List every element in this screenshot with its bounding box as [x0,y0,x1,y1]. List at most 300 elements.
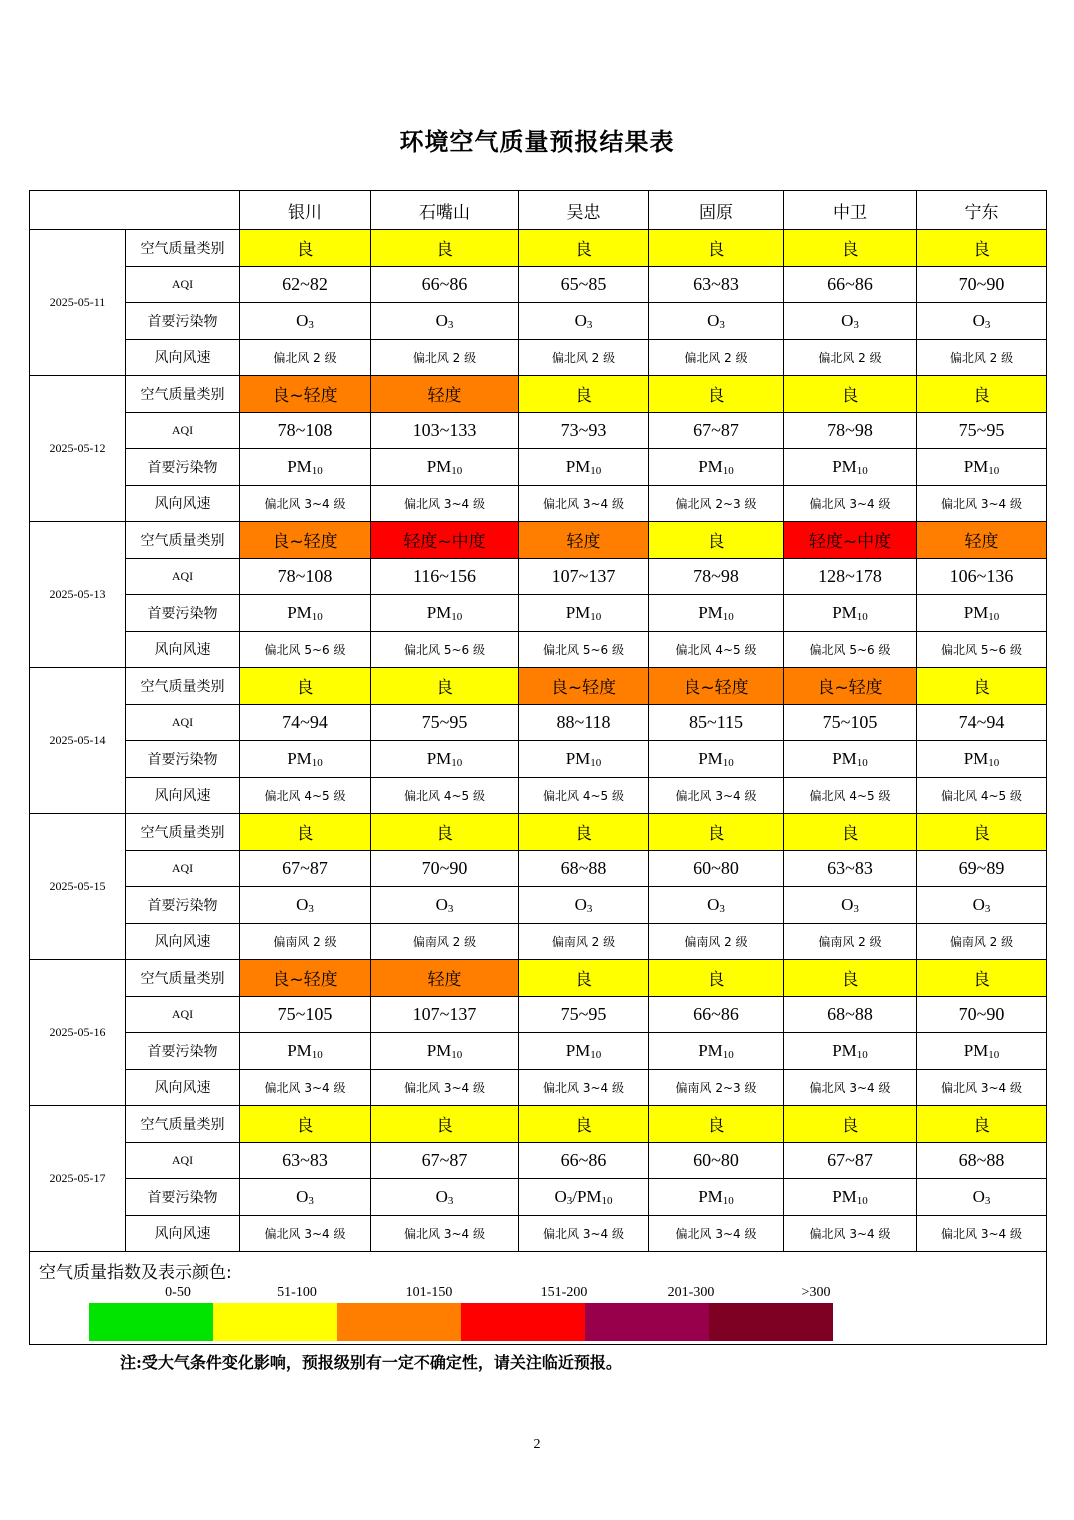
wind-cell: 偏南风 2 级 [784,923,917,960]
pollutant-name: PM [963,602,989,622]
category-cell: 良 [917,230,1047,267]
pollutant-subscript: 3 [586,902,593,915]
aqi-cell: 75~105 [240,996,371,1033]
wind-cell: 偏南风 2 级 [649,923,784,960]
pollutant-subscript: 10 [988,1048,1000,1061]
pollutant-cell [784,449,917,486]
legend-range-label: 201-300 [667,1285,715,1300]
row-label: 空气质量类别 [126,814,240,851]
wind-cell: 偏北风 2 级 [371,339,519,376]
pollutant-name: PM [426,748,452,768]
table-row [30,485,1047,522]
pollutant-subscript: 10 [451,756,463,769]
pollutant-name: PM [287,1040,312,1060]
table-row [30,412,1047,449]
pollutant-cell [240,1033,371,1070]
pollutant-subscript: 10 [590,464,602,477]
category-cell: 良 [784,230,917,267]
pollutant-name: PM [832,456,857,476]
pollutant-name: PM [565,456,591,476]
row-label: 风向风速 [126,631,240,668]
legend-range-label: 51-100 [277,1285,317,1300]
row-label: AQI [126,266,240,303]
wind-cell: 偏北风 3~4 级 [240,1069,371,1106]
pollutant-cell [371,1033,519,1070]
pollutant-subscript: 3 [308,1194,314,1207]
table-row [30,960,1047,997]
pollutant-subscript: 10 [856,756,868,769]
legend-range-label: >300 [801,1285,831,1300]
wind-cell: 偏南风 2 级 [917,923,1047,960]
pollutant-name: O [296,1186,309,1206]
pollutant-cell [784,303,917,340]
pollutant-cell [240,595,371,632]
pollutant-cell [519,887,649,924]
table-row [30,814,1047,851]
pollutant-cell [784,1033,917,1070]
wind-cell: 偏北风 2 级 [784,339,917,376]
wind-cell: 偏北风 3~4 级 [649,1215,784,1252]
pollutant-subscript: 10 [451,464,463,477]
pollutant-subscript: 3 [447,318,454,331]
pollutant-name: PM [698,602,723,622]
pollutant-name: O [707,894,720,914]
date-cell: 2025-05-11 [30,230,126,376]
aqi-cell: 67~87 [784,1142,917,1179]
category-cell: 良 [649,960,784,997]
pollutant-cell [917,303,1047,340]
pollutant-cell [240,887,371,924]
wind-cell: 偏北风 3~4 级 [519,1069,649,1106]
aqi-cell: 67~87 [371,1142,519,1179]
legend-range-label: 151-200 [540,1285,588,1300]
aqi-cell: 75~95 [917,412,1047,449]
aqi-cell: 75~95 [371,704,519,741]
pollutant-name: PM [832,602,857,622]
pollutant-cell [784,1179,917,1216]
pollutant-name: PM [287,456,312,476]
pollutant-name: O [435,894,448,914]
category-cell: 良 [371,668,519,705]
pollutant-subscript: 10 [856,1048,868,1061]
aqi-cell: 107~137 [519,558,649,595]
pollutant-subscript: 3 [853,902,859,915]
aqi-cell: 65~85 [519,266,649,303]
aqi-cell: 116~156 [371,558,519,595]
row-label: AQI [126,704,240,741]
category-cell: 良 [371,814,519,851]
aqi-cell: 66~86 [371,266,519,303]
pollutant-name: O [972,310,985,330]
row-label: 首要污染物 [126,595,240,632]
pollutant-subscript: 3 [853,318,859,331]
pollutant-subscript: 3 [447,1194,454,1207]
table-row [30,230,1047,267]
row-label: 空气质量类别 [126,376,240,413]
category-cell: 良 [917,960,1047,997]
category-cell: 良~轻度 [240,376,371,413]
aqi-cell: 67~87 [240,850,371,887]
pollutant-name: PM [426,1040,452,1060]
row-label: 空气质量类别 [126,1106,240,1143]
table-row [30,668,1047,705]
table-row [30,303,1047,340]
legend-row [30,1252,1047,1345]
wind-cell: 偏北风 5~6 级 [784,631,917,668]
row-label: 空气质量类别 [126,522,240,559]
pollutant-cell [784,887,917,924]
wind-cell: 偏北风 3~4 级 [649,777,784,814]
category-cell: 良~轻度 [240,960,371,997]
category-cell: 轻度 [519,522,649,559]
category-cell: 良 [784,376,917,413]
category-cell: 轻度~中度 [784,522,917,559]
pollutant-subscript: 10 [311,756,323,769]
aqi-cell: 60~80 [649,850,784,887]
pollutant-subscript: 10 [311,464,323,477]
wind-cell: 偏北风 4~5 级 [371,777,519,814]
pollutant-cell [917,449,1047,486]
aqi-cell: 66~86 [784,266,917,303]
wind-cell: 偏南风 2 级 [371,923,519,960]
pollutant-name: PM [287,748,312,768]
pollutant-cell [917,1033,1047,1070]
category-cell: 良 [917,1106,1047,1143]
legend-color-bar [89,1303,833,1341]
pollutant-name: O [554,1186,567,1206]
table-row [30,522,1047,559]
wind-cell: 偏北风 3~4 级 [240,485,371,522]
wind-cell: 偏南风 2 级 [240,923,371,960]
table-row [30,1069,1047,1106]
row-label: 风向风速 [126,923,240,960]
wind-cell: 偏北风 4~5 级 [519,777,649,814]
pollutant-cell [649,887,784,924]
aqi-cell: 75~95 [519,996,649,1033]
table-row [30,631,1047,668]
pollutant-subscript: 3 [984,318,991,331]
pollutant-cell [519,741,649,778]
pollutant-subscript: 10 [988,756,1000,769]
wind-cell: 偏南风 2~3 级 [649,1069,784,1106]
legend-swatch [585,1303,709,1341]
category-cell: 轻度 [371,960,519,997]
aqi-cell: 78~98 [649,558,784,595]
table-row [30,923,1047,960]
pollutant-subscript: 3 [586,318,593,331]
pollutant-name: O [574,894,587,914]
row-label: 空气质量类别 [126,668,240,705]
wind-cell: 偏北风 3~4 级 [240,1215,371,1252]
aqi-cell: 107~137 [371,996,519,1033]
category-cell: 良 [240,814,371,851]
pollutant-subscript: 3 [984,902,991,915]
legend-labels [89,1285,865,1303]
row-label: 首要污染物 [126,887,240,924]
row-label: 首要污染物 [126,741,240,778]
forecast-table [29,190,1047,1345]
pollutant-name: O [296,894,309,914]
category-cell: 良 [917,668,1047,705]
legend-swatch [89,1303,213,1341]
aqi-cell: 78~98 [784,412,917,449]
category-cell: 轻度 [917,522,1047,559]
table-row [30,1142,1047,1179]
pollutant-name: PM [832,1040,857,1060]
row-label: 空气质量类别 [126,960,240,997]
wind-cell: 偏北风 3~4 级 [917,1215,1047,1252]
table-row [30,339,1047,376]
pollutant-subscript: 10 [311,610,323,623]
category-cell: 良~轻度 [519,668,649,705]
pollutant-name: O [574,310,587,330]
pollutant-cell [240,449,371,486]
pollutant-name: O [296,310,309,330]
pollutant-subscript: 3 [447,902,454,915]
aqi-cell: 128~178 [784,558,917,595]
page-number: 2 [533,1437,541,1452]
legend-swatch [337,1303,461,1341]
wind-cell: 偏北风 5~6 级 [240,631,371,668]
pollutant-name: PM [698,456,723,476]
aqi-cell: 70~90 [917,996,1047,1033]
category-cell: 良 [784,960,917,997]
row-label: 风向风速 [126,1069,240,1106]
table-row [30,741,1047,778]
table-row [30,704,1047,741]
category-cell: 良 [519,376,649,413]
pollutant-subscript: 10 [722,1194,734,1207]
wind-cell: 偏北风 3~4 级 [371,1215,519,1252]
pollutant-subscript: 10 [722,464,734,477]
pollutant-name: O [972,1186,985,1206]
pollutant-subscript: 10 [311,1048,323,1061]
aqi-cell: 68~88 [784,996,917,1033]
pollutant-subscript: 10 [988,464,1000,477]
city-header: 银川 [240,191,371,230]
aqi-cell: 103~133 [371,412,519,449]
aqi-cell: 78~108 [240,558,371,595]
category-cell: 轻度~中度 [371,522,519,559]
category-cell: 良 [371,1106,519,1143]
category-cell: 良 [371,230,519,267]
pollutant-name: PM [426,456,452,476]
wind-cell: 偏北风 5~6 级 [519,631,649,668]
aqi-cell: 69~89 [917,850,1047,887]
legend-swatch [461,1303,585,1341]
table-row [30,1033,1047,1070]
aqi-cell: 85~115 [649,704,784,741]
aqi-cell: 106~136 [917,558,1047,595]
city-header: 宁东 [917,191,1047,230]
category-cell: 良 [649,522,784,559]
pollutant-cell [519,595,649,632]
pollutant-subscript: 10 [590,756,602,769]
pollutant-cell [240,1179,371,1216]
wind-cell: 偏北风 2 级 [917,339,1047,376]
city-header: 中卫 [784,191,917,230]
pollutant-cell [371,887,519,924]
pollutant-cell [240,741,371,778]
category-cell: 轻度 [371,376,519,413]
pollutant-cell [240,303,371,340]
pollutant-name: PM [698,1186,723,1206]
aqi-cell: 63~83 [784,850,917,887]
wind-cell: 偏北风 4~5 级 [240,777,371,814]
date-cell: 2025-05-12 [30,376,126,522]
table-row [30,996,1047,1033]
aqi-cell: 63~83 [649,266,784,303]
pollutant-subscript: 10 [451,610,463,623]
category-cell: 良 [917,376,1047,413]
pollutant-subscript: 3 [719,318,725,331]
wind-cell: 偏北风 3~4 级 [917,1069,1047,1106]
aqi-cell: 68~88 [917,1142,1047,1179]
wind-cell: 偏北风 3~4 级 [784,485,917,522]
wind-cell: 偏北风 4~5 级 [917,777,1047,814]
row-label: 风向风速 [126,1215,240,1252]
pollutant-cell [519,1033,649,1070]
category-cell: 良 [784,1106,917,1143]
pollutant-name: PM [426,602,452,622]
table-row [30,1215,1047,1252]
date-cell: 2025-05-13 [30,522,126,668]
date-cell: 2025-05-16 [30,960,126,1106]
pollutant-name: O [972,894,985,914]
category-cell: 良~轻度 [649,668,784,705]
wind-cell: 偏北风 3~4 级 [917,485,1047,522]
table-row [30,1179,1047,1216]
pollutant-name: PM [565,602,591,622]
pollutant-cell [649,741,784,778]
page-title: 环境空气质量预报结果表 [399,127,675,156]
wind-cell: 偏北风 2~3 级 [649,485,784,522]
row-label: AQI [126,558,240,595]
aqi-cell: 74~94 [917,704,1047,741]
pollutant-name: /PM [572,1186,602,1206]
wind-cell: 偏南风 2 级 [519,923,649,960]
date-cell: 2025-05-17 [30,1106,126,1252]
legend-range-label: 101-150 [405,1285,453,1300]
pollutant-subscript: 10 [590,1048,602,1061]
pollutant-name: PM [565,1040,591,1060]
pollutant-name: PM [287,602,312,622]
category-cell: 良 [519,814,649,851]
pollutant-cell [519,303,649,340]
category-cell: 良 [649,230,784,267]
pollutant-name: PM [698,748,723,768]
pollutant-cell [519,449,649,486]
category-cell: 良 [519,230,649,267]
table-row [30,1106,1047,1143]
wind-cell: 偏北风 3~4 级 [519,485,649,522]
pollutant-cell [371,303,519,340]
aqi-cell: 70~90 [917,266,1047,303]
row-label: 风向风速 [126,777,240,814]
wind-cell: 偏北风 4~5 级 [784,777,917,814]
wind-cell: 偏北风 3~4 级 [371,1069,519,1106]
wind-cell: 偏北风 3~4 级 [519,1215,649,1252]
pollutant-name: PM [565,748,591,768]
pollutant-cell [784,595,917,632]
forecast-note: 注:受大气条件变化影响，预报级别有一定不确定性，请关注临近预报。 [120,1353,622,1372]
category-cell: 良 [649,1106,784,1143]
category-cell: 良 [519,1106,649,1143]
pollutant-cell [917,595,1047,632]
pollutant-cell [917,887,1047,924]
aqi-cell: 70~90 [371,850,519,887]
category-cell: 良 [519,960,649,997]
aqi-cell: 62~82 [240,266,371,303]
row-label: 首要污染物 [126,1033,240,1070]
pollutant-name: O [841,310,854,330]
pollutant-cell [917,1179,1047,1216]
aqi-cell: 68~88 [519,850,649,887]
category-cell: 良 [240,230,371,267]
pollutant-subscript: 10 [722,756,734,769]
row-label: AQI [126,850,240,887]
pollutant-name: O [435,310,448,330]
pollutant-subscript: 10 [451,1048,463,1061]
pollutant-cell [649,303,784,340]
wind-cell: 偏北风 3~4 级 [371,485,519,522]
legend-swatch [709,1303,833,1341]
pollutant-subscript: 10 [722,610,734,623]
header-corner [30,191,240,230]
table-row [30,777,1047,814]
category-cell: 良 [240,668,371,705]
wind-cell: 偏北风 2 级 [649,339,784,376]
category-cell: 良~轻度 [784,668,917,705]
table-row [30,449,1047,486]
category-cell: 良 [649,376,784,413]
category-cell: 良 [917,814,1047,851]
table-row [30,558,1047,595]
wind-cell: 偏北风 3~4 级 [784,1069,917,1106]
aqi-cell: 78~108 [240,412,371,449]
wind-cell: 偏北风 2 级 [240,339,371,376]
pollutant-cell [371,595,519,632]
row-label: 首要污染物 [126,449,240,486]
pollutant-cell [649,1179,784,1216]
pollutant-subscript: 10 [988,610,1000,623]
pollutant-subscript: 10 [856,1194,868,1207]
pollutant-cell [784,741,917,778]
row-label: 风向风速 [126,339,240,376]
pollutant-subscript: 3 [308,318,314,331]
table-row [30,887,1047,924]
pollutant-cell [649,595,784,632]
table-row [30,266,1047,303]
aqi-cell: 73~93 [519,412,649,449]
aqi-cell: 74~94 [240,704,371,741]
wind-cell: 偏北风 2 级 [519,339,649,376]
aqi-cell: 67~87 [649,412,784,449]
date-cell: 2025-05-15 [30,814,126,960]
category-cell: 良 [240,1106,371,1143]
pollutant-name: PM [963,748,989,768]
city-header: 吴忠 [519,191,649,230]
aqi-cell: 66~86 [649,996,784,1033]
aqi-cell: 75~105 [784,704,917,741]
category-cell: 良~轻度 [240,522,371,559]
table-row [30,376,1047,413]
pollutant-cell [371,449,519,486]
city-header: 石嘴山 [371,191,519,230]
pollutant-subscript: 3 [566,1194,573,1207]
table-row [30,850,1047,887]
row-label: AQI [126,412,240,449]
